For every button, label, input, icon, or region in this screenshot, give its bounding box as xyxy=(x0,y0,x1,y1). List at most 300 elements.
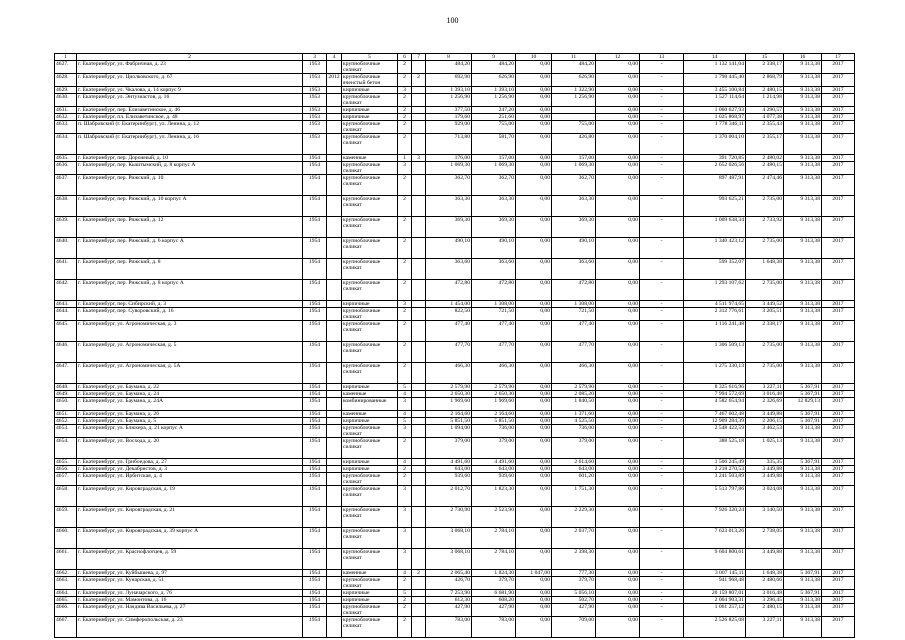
residential-area-cell: 643,00 xyxy=(552,466,596,473)
dash-cell: - xyxy=(640,507,684,528)
build-year-cell: 1954 xyxy=(303,590,327,597)
estimated-cost-cell: 1 275 330,13 xyxy=(684,363,746,384)
plan-year-cell: 2017 xyxy=(822,308,855,321)
max-unit-cost-cell: 5 367,91 xyxy=(784,570,822,577)
wall-material-cell: крупноблочные силикат xyxy=(342,604,398,617)
table-row xyxy=(55,418,855,425)
plan-year-cell: 2017 xyxy=(822,507,855,528)
underground-floors-cell xyxy=(412,528,426,549)
dash-cell: - xyxy=(640,342,684,363)
unit-cost-cell: 2 480,66 xyxy=(746,577,784,590)
living-area-cell: 1 824,30 xyxy=(472,570,516,577)
plan-year-cell: 2017 xyxy=(822,259,855,280)
underground-floors-cell xyxy=(412,280,426,301)
commercial-area-cell: 0,00 xyxy=(596,342,640,363)
build-year-cell: 1954 xyxy=(303,155,327,162)
commercial-area-cell: 0,00 xyxy=(596,74,640,87)
max-unit-cost-cell: 9 313,38 xyxy=(784,425,822,438)
dash-cell: - xyxy=(640,486,684,507)
table-row xyxy=(55,280,855,301)
nonliving-area-cell: 0,00 xyxy=(516,301,552,308)
max-unit-cost-cell: 9 313,38 xyxy=(784,438,822,459)
residential-area-cell: 1 840,50 xyxy=(552,398,596,411)
build-year-cell: 1954 xyxy=(303,473,327,486)
plan-year-cell: 2017 xyxy=(822,162,855,175)
dash-cell: - xyxy=(640,94,684,107)
address-cell: г. Екатеринбург, ул. Куйбышева, д. 97 xyxy=(77,570,303,577)
column-number-header: 2 xyxy=(77,54,303,61)
living-area-cell: 1 069,30 xyxy=(472,162,516,175)
underground-floors-cell xyxy=(412,162,426,175)
underground-floors-cell: 2 xyxy=(412,570,426,577)
dash-cell: - xyxy=(640,391,684,398)
estimated-cost-cell: 1 061 257,12 xyxy=(684,604,746,617)
max-unit-cost-cell: 9 313,38 xyxy=(784,134,822,155)
estimated-cost-cell: 7 926 320,24 xyxy=(684,507,746,528)
nonliving-area-cell: 0,00 xyxy=(516,466,552,473)
max-unit-cost-cell: 9 313,38 xyxy=(784,238,822,259)
underground-floors-cell xyxy=(412,549,426,570)
address-cell: г. Екатеринбург, ул. Фабричная, д. 23 xyxy=(77,61,303,74)
plan-year-cell: 2017 xyxy=(822,155,855,162)
total-area-cell: 369,30 xyxy=(426,217,472,238)
estimated-cost-cell: 1 798 445,40 xyxy=(684,74,746,87)
dash-cell: - xyxy=(640,238,684,259)
commercial-area-cell: 0,00 xyxy=(596,259,640,280)
unit-cost-cell: 2 338,17 xyxy=(746,321,784,342)
address-cell: г. Екатеринбург, ул. Кировградская, д. 19 xyxy=(77,486,303,507)
build-year-cell: 1954 xyxy=(303,418,327,425)
unit-cost-cell: 2 733,92 xyxy=(746,217,784,238)
underground-floors-cell xyxy=(412,604,426,617)
living-area-cell: 581,70 xyxy=(472,134,516,155)
nonliving-area-cell: 0,00 xyxy=(516,308,552,321)
plan-year-cell: 2017 xyxy=(822,570,855,577)
underground-floors-cell xyxy=(412,398,426,411)
estimated-cost-cell: 2 218 270,53 xyxy=(684,466,746,473)
residential-area-cell xyxy=(552,107,596,114)
build-year-cell: 1953 xyxy=(303,94,327,107)
residential-area-cell: 601,20 xyxy=(552,473,596,486)
row-number-cell: 4635. xyxy=(55,155,77,162)
column-number-header: 12 xyxy=(596,54,640,61)
plan-year-cell: 2017 xyxy=(822,466,855,473)
row-number-cell: 4667. xyxy=(55,617,77,638)
underground-floors-cell xyxy=(412,238,426,259)
wall-material-cell: кирпичные xyxy=(342,87,398,94)
renovation-year-cell xyxy=(327,301,342,308)
renovation-year-cell xyxy=(327,528,342,549)
build-year-cell: 1954 xyxy=(303,466,327,473)
wall-material-cell: крупноблочные силикат xyxy=(342,425,398,438)
floors-cell: 2 xyxy=(398,473,412,486)
address-cell: г. Екатеринбург, ул. Кунарская, д. 51 xyxy=(77,577,303,590)
max-unit-cost-cell: 9 313,38 xyxy=(784,94,822,107)
dash-cell: - xyxy=(640,418,684,425)
floors-cell: 2 xyxy=(398,259,412,280)
total-area-cell: 643,00 xyxy=(426,466,472,473)
residential-area-cell: 466,30 xyxy=(552,363,596,384)
residential-area-cell: 1 308,00 xyxy=(552,301,596,308)
table-row xyxy=(55,308,855,321)
unit-cost-cell: 2 480,15 xyxy=(746,162,784,175)
renovation-year-cell xyxy=(327,308,342,321)
floors-cell: 3 xyxy=(398,507,412,528)
max-unit-cost-cell: 9 313,38 xyxy=(784,473,822,486)
build-year-cell: 1953 xyxy=(303,134,327,155)
wall-material-cell: крупноблочные силикат xyxy=(342,134,398,155)
estimated-cost-cell: 3 241 503,89 xyxy=(684,473,746,486)
address-cell: г. Екатеринбург, ул. Агрономическая, д. 3 xyxy=(77,321,303,342)
nonliving-area-cell: 0,00 xyxy=(516,486,552,507)
estimated-cost-cell: 599 352,07 xyxy=(684,259,746,280)
floors-cell: 2 xyxy=(398,74,412,87)
floors-cell: 2 xyxy=(398,363,412,384)
commercial-area-cell: 0,00 xyxy=(596,528,640,549)
total-area-cell: 939,60 xyxy=(426,473,472,486)
total-area-cell: 477,40 xyxy=(426,321,472,342)
plan-year-cell: 2017 xyxy=(822,134,855,155)
residential-area-cell: 369,30 xyxy=(552,217,596,238)
nonliving-area-cell: 0,00 xyxy=(516,459,552,466)
table-row xyxy=(55,570,855,577)
underground-floors-cell xyxy=(412,301,426,308)
commercial-area-cell: 0,00 xyxy=(596,507,640,528)
build-year-cell: 1954 xyxy=(303,617,327,638)
floors-cell: 2 xyxy=(398,134,412,155)
row-number-cell: 4665. xyxy=(55,597,77,604)
wall-material-cell: крупноблочные силикат xyxy=(342,175,398,196)
floors-cell: 3 xyxy=(398,425,412,438)
residential-area-cell: 2 614,60 xyxy=(552,459,596,466)
plan-year-cell: 2017 xyxy=(822,486,855,507)
address-cell: г. Екатеринбург, пер. Рижский, д. 8 корпус А xyxy=(77,280,303,301)
renovation-year-cell xyxy=(327,280,342,301)
renovation-year-cell xyxy=(327,398,342,411)
wall-material-cell: кирпичные xyxy=(342,459,398,466)
residential-area-cell: 721,50 xyxy=(552,308,596,321)
table-row xyxy=(55,61,855,74)
renovation-year-cell: 2012 xyxy=(327,74,342,87)
renovation-year-cell xyxy=(327,473,342,486)
commercial-area-cell: 0,00 xyxy=(596,155,640,162)
floors-cell: 2 xyxy=(398,238,412,259)
commercial-area-cell: 0,00 xyxy=(596,217,640,238)
living-area-cell: 4 491,60 xyxy=(472,459,516,466)
address-cell: г. Екатеринбург, ул. Циолковского, д. 67 xyxy=(77,74,303,87)
dash-cell: - xyxy=(640,577,684,590)
address-cell: г. Екатеринбург, ул. Декабристов, д. 3 xyxy=(77,466,303,473)
underground-floors-cell xyxy=(412,597,426,604)
commercial-area-cell: 0,00 xyxy=(596,363,640,384)
commercial-area-cell: 0,00 xyxy=(596,418,640,425)
address-cell: г. Екатеринбург, ул. Мамонтова, д. 16 xyxy=(77,597,303,604)
renovation-year-cell xyxy=(327,114,342,121)
residential-area-cell: 379,00 xyxy=(552,438,596,459)
unit-cost-cell: 4 290,57 xyxy=(746,107,784,114)
total-area-cell: 363,30 xyxy=(426,196,472,217)
residential-area-cell: 477,40 xyxy=(552,321,596,342)
living-area-cell: 2 164,60 xyxy=(472,411,516,418)
build-year-cell: 1954 xyxy=(303,280,327,301)
build-year-cell: 1953 xyxy=(303,121,327,134)
dash-cell: - xyxy=(640,398,684,411)
wall-material-cell: крупноблочные силикат xyxy=(342,617,398,638)
address-cell: г. Екатеринбург, ул. Краснофлотцев, д. 59 xyxy=(77,549,303,570)
dash-cell: - xyxy=(640,617,684,638)
estimated-cost-cell: 1 527 114,64 xyxy=(684,94,746,107)
estimated-cost-cell: 8 325 616,96 xyxy=(684,384,746,391)
total-area-cell: 2 730,90 xyxy=(426,507,472,528)
wall-material-cell: крупноблочные силикат xyxy=(342,217,398,238)
floors-cell: 3 xyxy=(398,398,412,411)
renovation-year-cell xyxy=(327,61,342,74)
row-number-cell: 4646. xyxy=(55,342,77,363)
max-unit-cost-cell: 9 313,38 xyxy=(784,217,822,238)
table-row xyxy=(55,121,855,134)
residential-area-cell: 1 322,90 xyxy=(552,87,596,94)
total-area-cell: 713,80 xyxy=(426,134,472,155)
underground-floors-cell xyxy=(412,196,426,217)
row-number-cell: 4659. xyxy=(55,507,77,528)
nonliving-area-cell: 0,00 xyxy=(516,391,552,398)
address-cell: г. Екатеринбург, ул. Баумана, д. 5 xyxy=(77,418,303,425)
wall-material-cell: кирпичные xyxy=(342,384,398,391)
table-row xyxy=(55,604,855,617)
wall-material-cell: кирпичные xyxy=(342,597,398,604)
table-row xyxy=(55,94,855,107)
estimated-cost-cell: 3 007 145,11 xyxy=(684,570,746,577)
total-area-cell: 692,90 xyxy=(426,74,472,87)
max-unit-cost-cell: 12 829,13 xyxy=(784,398,822,411)
estimated-cost-cell: 1 778 346,11 xyxy=(684,121,746,134)
plan-year-cell: 2017 xyxy=(822,473,855,486)
max-unit-cost-cell: 9 313,38 xyxy=(784,87,822,94)
estimated-cost-cell: 1 370 004,10 xyxy=(684,134,746,155)
dash-cell: - xyxy=(640,425,684,438)
underground-floors-cell xyxy=(412,94,426,107)
residential-area-cell: 2 579,90 xyxy=(552,384,596,391)
total-area-cell: 2 065,40 xyxy=(426,570,472,577)
floors-cell: 3 xyxy=(398,162,412,175)
row-number-cell: 4650. xyxy=(55,398,77,411)
row-number-cell: 4654. xyxy=(55,438,77,459)
floors-cell: 3 xyxy=(398,549,412,570)
address-cell: г. Екатеринбург, ул. Баумана, д. 24А xyxy=(77,398,303,411)
plan-year-cell: 2017 xyxy=(822,87,855,94)
renovation-year-cell xyxy=(327,549,342,570)
plan-year-cell: 2017 xyxy=(822,121,855,134)
underground-floors-cell xyxy=(412,590,426,597)
max-unit-cost-cell: 9 313,38 xyxy=(784,162,822,175)
floors-cell: 2 xyxy=(398,438,412,459)
table-row xyxy=(55,363,855,384)
residential-area-cell: 1 069,30 xyxy=(552,162,596,175)
nonliving-area-cell: 0,00 xyxy=(516,597,552,604)
commercial-area-cell: 0,00 xyxy=(596,238,640,259)
build-year-cell: 1954 xyxy=(303,384,327,391)
max-unit-cost-cell: 9 313,38 xyxy=(784,155,822,162)
row-number-cell: 4630. xyxy=(55,94,77,107)
residential-area-cell: 502,70 xyxy=(552,597,596,604)
underground-floors-cell xyxy=(412,363,426,384)
floors-cell: 4 xyxy=(398,411,412,418)
address-cell: г. Екатеринбург, пер. Рижский, д. 10 корпус А xyxy=(77,196,303,217)
table-row xyxy=(55,486,855,507)
estimated-cost-cell: 1 025 868,97 xyxy=(684,114,746,121)
dash-cell: - xyxy=(640,162,684,175)
floors-cell: 2 xyxy=(398,617,412,638)
living-area-cell: 477,70 xyxy=(472,342,516,363)
address-cell: г. Екатеринбург, пер. Кыштымский, д. 8 корпус А xyxy=(77,162,303,175)
nonliving-area-cell: 0,00 xyxy=(516,590,552,597)
column-number-header: 5 xyxy=(342,54,398,61)
residential-area-cell: 426,80 xyxy=(552,134,596,155)
unit-cost-cell: 2 355,43 xyxy=(746,121,784,134)
column-number-header: 9 xyxy=(472,54,516,61)
renovation-year-cell xyxy=(327,162,342,175)
floors-cell: 5 xyxy=(398,590,412,597)
build-year-cell: 1953 xyxy=(303,107,327,114)
housing-registry-table xyxy=(54,53,855,638)
residential-area-cell: 477,70 xyxy=(552,342,596,363)
estimated-cost-cell: 7 467 602,48 xyxy=(684,411,746,418)
nonliving-area-cell: 0,00 xyxy=(516,549,552,570)
table-row xyxy=(55,549,855,570)
build-year-cell: 1954 xyxy=(303,162,327,175)
dash-cell: - xyxy=(640,411,684,418)
plan-year-cell: 2017 xyxy=(822,577,855,590)
estimated-cost-cell: 391 720,85 xyxy=(684,155,746,162)
dash-cell: - xyxy=(640,466,684,473)
wall-material-cell: кирпичные xyxy=(342,418,398,425)
underground-floors-cell xyxy=(412,473,426,486)
commercial-area-cell: 0,00 xyxy=(596,384,640,391)
commercial-area-cell: 0,00 xyxy=(596,466,640,473)
unit-cost-cell: 3 227,11 xyxy=(746,384,784,391)
renovation-year-cell xyxy=(327,597,342,604)
address-cell: г. Екатеринбург, ул. Баумана, д. 24 xyxy=(77,391,303,398)
nonliving-area-cell: 0,00 xyxy=(516,155,552,162)
underground-floors-cell xyxy=(412,321,426,342)
residential-area-cell: 157,00 xyxy=(552,155,596,162)
dash-cell: - xyxy=(640,155,684,162)
floors-cell: 3 xyxy=(398,528,412,549)
row-number-cell: 4638. xyxy=(55,196,77,217)
wall-material-cell: крупноблочные силикат xyxy=(342,162,398,175)
living-area-cell: 736,00 xyxy=(472,425,516,438)
total-area-cell: 612,30 xyxy=(426,597,472,604)
unit-cost-cell: 2 738,05 xyxy=(746,528,784,549)
table-row xyxy=(55,425,855,438)
wall-material-cell: крупноблочные силикат xyxy=(342,473,398,486)
underground-floors-cell xyxy=(412,308,426,321)
living-area-cell: 490,10 xyxy=(472,238,516,259)
dash-cell: - xyxy=(640,134,684,155)
underground-floors-cell xyxy=(412,425,426,438)
row-number-cell: 4640. xyxy=(55,238,77,259)
living-area-cell: 608,20 xyxy=(472,597,516,604)
nonliving-area-cell: 0,00 xyxy=(516,238,552,259)
total-area-cell: 379,00 xyxy=(426,438,472,459)
row-number-cell: 4639. xyxy=(55,217,77,238)
living-area-cell: 1 393,10 xyxy=(472,87,516,94)
commercial-area-cell: 0,00 xyxy=(596,411,640,418)
address-cell: п. Шабровский (г. Екатеринбург), ул. Ленина, д. 16 xyxy=(77,134,303,155)
renovation-year-cell xyxy=(327,94,342,107)
commercial-area-cell: 0,00 xyxy=(596,107,640,114)
nonliving-area-cell: 0,00 xyxy=(516,162,552,175)
living-area-cell: 1 823,30 xyxy=(472,486,516,507)
underground-floors-cell xyxy=(412,87,426,94)
max-unit-cost-cell: 9 313,38 xyxy=(784,342,822,363)
estimated-cost-cell: 897 487,91 xyxy=(684,175,746,196)
max-unit-cost-cell: 9 313,38 xyxy=(784,577,822,590)
table-row xyxy=(55,391,855,398)
estimated-cost-cell: 2 652 026,56 xyxy=(684,162,746,175)
commercial-area-cell: 0,00 xyxy=(596,280,640,301)
max-unit-cost-cell: 9 313,38 xyxy=(784,466,822,473)
living-area-cell: 362,70 xyxy=(472,175,516,196)
wall-material-cell: крупноблочные силикат xyxy=(342,121,398,134)
living-area-cell: 427,90 xyxy=(472,604,516,617)
table-row xyxy=(55,528,855,549)
residential-area-cell: 709,00 xyxy=(552,617,596,638)
estimated-cost-cell: 4 582 654,94 xyxy=(684,398,746,411)
estimated-cost-cell: 1 132 141,04 xyxy=(684,61,746,74)
commercial-area-cell: 0,00 xyxy=(596,459,640,466)
total-area-cell: 472,80 xyxy=(426,280,472,301)
build-year-cell: 1953 xyxy=(303,74,327,87)
renovation-year-cell xyxy=(327,391,342,398)
plan-year-cell: 2017 xyxy=(822,61,855,74)
nonliving-area-cell: 1 047,00 xyxy=(516,570,552,577)
plan-year-cell: 2017 xyxy=(822,175,855,196)
underground-floors-cell xyxy=(412,577,426,590)
commercial-area-cell: 0,00 xyxy=(596,114,640,121)
floors-cell: 2 xyxy=(398,114,412,121)
floors-cell: 2 xyxy=(398,61,412,74)
max-unit-cost-cell: 9 313,38 xyxy=(784,507,822,528)
commercial-area-cell: 0,00 xyxy=(596,301,640,308)
renovation-year-cell xyxy=(327,342,342,363)
column-number-header: 1 xyxy=(55,54,77,61)
total-area-cell: 1 454,00 xyxy=(426,301,472,308)
column-number-header: 15 xyxy=(746,54,784,61)
renovation-year-cell xyxy=(327,121,342,134)
living-area-cell: 2 579,90 xyxy=(472,384,516,391)
living-area-cell: 1 308,00 xyxy=(472,301,516,308)
total-area-cell: 477,70 xyxy=(426,342,472,363)
wall-material-cell: кирпичные xyxy=(342,466,398,473)
residential-area-cell: 472,80 xyxy=(552,280,596,301)
max-unit-cost-cell: 9 313,38 xyxy=(784,597,822,604)
renovation-year-cell xyxy=(327,570,342,577)
dash-cell: - xyxy=(640,217,684,238)
unit-cost-cell: 3 449,88 xyxy=(746,411,784,418)
table-row xyxy=(55,473,855,486)
build-year-cell: 1954 xyxy=(303,391,327,398)
renovation-year-cell xyxy=(327,107,342,114)
total-area-cell: 466,30 xyxy=(426,363,472,384)
table-row xyxy=(55,162,855,175)
row-number-cell: 4648. xyxy=(55,384,77,391)
address-cell: г. Екатеринбург, ул. Ирбитская, д. 4 xyxy=(77,473,303,486)
unit-cost-cell: 2 735,00 xyxy=(746,280,784,301)
wall-material-cell: каменные xyxy=(342,411,398,418)
total-area-cell: 2 579,90 xyxy=(426,384,472,391)
table-row xyxy=(55,590,855,597)
